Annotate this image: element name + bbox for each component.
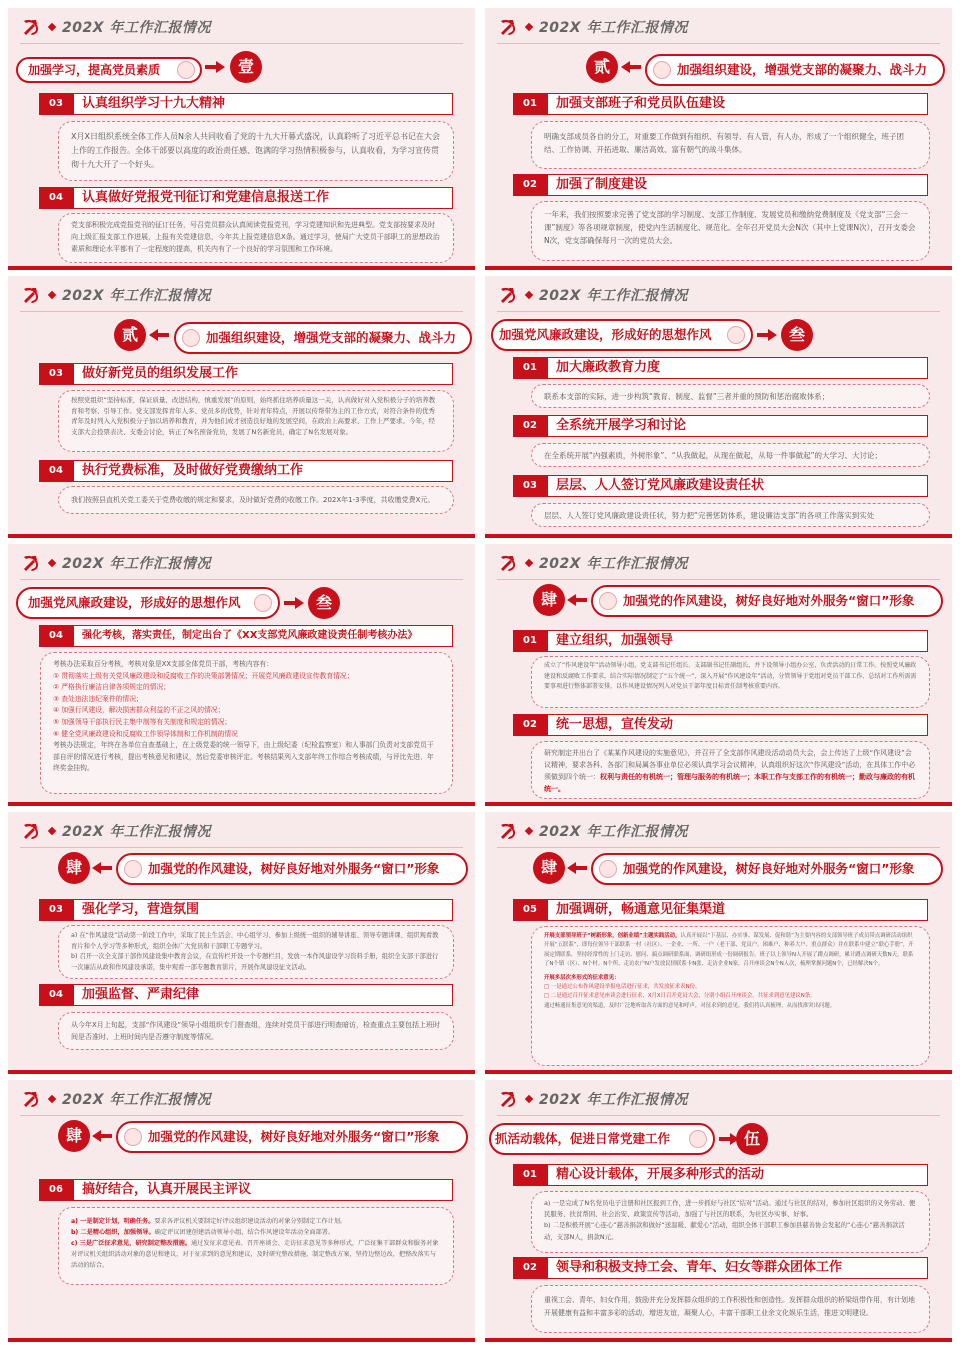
party-emblem-icon [599,860,617,878]
party-emblem-icon [21,553,41,573]
item-header [513,475,928,497]
slide-header [8,1080,475,1112]
diamond-icon [525,23,533,31]
list-item: □ 一是通过公布作风建设举报电话进行征求，共发放征求表N份。 [544,984,701,991]
item-number: 01 [513,630,547,652]
divider [20,311,463,312]
list-item: ⑤ 加强领导干部执行民主集中制等有关制度和规定的情况； [53,717,232,726]
arrow-right-icon [757,329,777,341]
item-title: 加强调研，畅通意见征集渠道 [547,899,928,921]
item-title: 做好新党员的组织发展工作 [73,363,453,385]
item-content: 按照党组织“坚持标准，保证质量，改进结构，慎重发展”的原则，始终抓住培养质量这一关，认真做好对入党积极分子的培养教育和考察、引导工作。党支部发挥青年人多、党员多的优势，针对青年特点，开展以传帮带为主的工作方式，对符合条件的优秀青年及时列入入党积极分子加以培养和教育，并为他们成才创造良好地的发展空间，在政治上高要求、工作上严要求。今年，经支部大会投票表决、支委会讨论，转正了N名预备党员，发展了N名新党员，确定了N名发展对象。 [58,390,454,452]
item-number: 05 [513,899,547,921]
item-content: 考核办法采取百分考核，考核对象是XX支部全体党员干部，考核内容有： ① 贯彻落实上级有关党风廉政建设和反腐败工作的决策部署情况；开展党风廉政建设宣传教育情况； ② 严格执行廉洁自律各项规定的情况； ③ 查处违法违纪案件的情况； ④ 加强行风建设，解决损害群众利益的不正之风的情况； ⑤ 加强领导干部执行民主集中制等有关制度和规定的情况； ⑥ 健全党风廉政建设和反腐败工作领导体制和工作机制的情况 考核办法规定，年终在各单位自查基础上，在上级党委的统一领导下，由上级纪委（纪检监察室）和人事部门负责对支部党员干部自评的情况进行考核，提出考核意见和建议，然后党委审核评定。考核结果列入支部年终工作综合考核成绩，与评比先进、年终奖金挂钩。 [40,652,453,794]
item-header [39,625,453,647]
item-content [531,1191,930,1253]
item-number: 03 [39,899,73,921]
header-title: 202X 年工作汇报情况 [539,1092,688,1108]
list-item: a) 一是制定计划，明确任务。要求各评议机关要制定好评议组织建设活动的对象分别制定工作计划。 [71,1218,347,1225]
section-title: 加强党风廉政建设，形成好的思想作风 [491,319,753,351]
item-header [513,714,928,736]
item-title: 加大廉政教育力度 [547,357,928,379]
arrow-left-icon [149,329,169,341]
item-title: 执行党费标准，及时做好党费缴纳工作 [73,460,453,482]
list-item: ② 严格执行廉洁自律各项规定的情况； [53,683,171,692]
slide-5 [8,544,475,806]
slide-header [8,544,475,576]
party-emblem-icon [498,553,518,573]
arrow-right-icon [205,61,225,73]
slide-header [485,812,952,844]
header-title: 202X 年工作汇报情况 [62,20,211,36]
item-content: 在全系统开展“内强素质，外树形象”、“从我做起，从现在做起，从每一件事做起”的大学习、大讨论； [531,443,930,467]
item-content: 从今年X月上旬起，支部“作风建设”领导小组组织专门督查组，连续对党员干部进行明查暗访，检查重点主要包括上班时间是否准时、上班时间内是否遵守制度等情况。 [58,1012,454,1050]
party-emblem-icon [727,326,745,344]
slide-7 [8,812,475,1074]
divider [497,1115,940,1116]
item-header [513,1257,928,1279]
list-item: ④ 加强行风建设，解决损害群众利益的不正之风的情况； [53,706,225,715]
header-title: 202X 年工作汇报情况 [62,824,211,840]
item-title: 统一思想，宣传发动 [547,714,928,736]
divider [20,1115,463,1116]
item-number: 06 [39,1179,73,1201]
list-item: a) 在“作风建设”活动第一阶段工作中，采取了民主生活会、中心组学习、参加上级统一组织的辅导讲座、领导专题讲课、组织观看教育片和个人学习等多种形式，组织全体广大党员和干部职工专题学习。 [71,932,439,950]
item-content: 我们按照县直机关党工委关于党费收缴的规定和要求，及时做好党费的收缴工作。202X年1-3季度，共收缴党费X元。 [58,486,454,514]
item-number: 03 [39,93,73,115]
item-title: 搞好结合，认真开展民主评议 [73,1179,453,1201]
party-emblem-icon [689,1130,707,1148]
section-numeral: 肆 [533,584,565,616]
party-emblem-icon [498,821,518,841]
slide-8 [485,812,952,1074]
diamond-icon [48,827,56,835]
diamond-icon [48,23,56,31]
section-numeral: 壹 [230,51,262,83]
item-header [39,1179,453,1201]
party-emblem-icon [124,1128,142,1146]
item-number: 01 [513,357,547,379]
item-header [513,415,928,437]
item-content: 联系本支部的实际，进一步构筑“教育、制度、监督”三者并重的预防和惩治腐败体系； [531,384,930,408]
item-number: 03 [513,475,547,497]
item-content: 研究制定并出台了《某某作风建设的实施意见》，并召开了全支部作风建设活动动员大会，会上传达了上级“作风建设”会议精神，要求各科、各部门和局属各事业单位必须认真学习会议精神，认真组织好这次“作风建设”活动，在具体工作中必须做到四个统一：权利与责任的有机统一；管理与服务的有机统一；本职工作与支部工作的有机统一；勤政与廉政的有机统一。 [531,741,930,799]
slide-header [8,812,475,844]
party-emblem-icon [498,285,518,305]
arrow-left-icon [92,1130,112,1142]
section-title: 加强党风廉政建设，形成好的思想作风 [16,587,280,619]
party-emblem-icon [498,17,518,37]
diamond-icon [525,291,533,299]
list-item: b) 召开一次全支部干部作风建设集中教育会议，在宣传栏开设一个专题栏目，发放一本作风建设学习资料手册，组织全支部干部进行一次廉洁从政和作风建设承诺，集中观看一部专题教育影片，开展作风建设征文活动。 [71,953,439,971]
slide-10 [485,1080,952,1342]
item-header [513,899,928,921]
divider [497,847,940,848]
item-title: 加强监督、严肃纪律 [73,984,453,1006]
item-header [39,187,453,209]
header-title: 202X 年工作汇报情况 [539,556,688,572]
section-numeral: 贰 [114,319,146,351]
divider [20,43,463,44]
party-emblem-icon [21,285,41,305]
item-title: 强化学习，营造氛围 [73,899,453,921]
item-header [39,93,453,115]
item-header [39,363,453,385]
section-title: 抓活动载体，促进日常党建工作 [489,1123,715,1155]
header-title: 202X 年工作汇报情况 [539,824,688,840]
diamond-icon [525,827,533,835]
section-numeral: 叁 [308,587,340,619]
list-item: □ 二是通过召开征求意见座谈会进行征求，X月X日召开党员大会，分别小组召开座谈会，共征求到意见建议N条。 [544,993,816,1000]
slide-header [485,276,952,308]
divider [497,43,940,44]
slide-4 [485,276,952,538]
section-numeral: 肆 [58,852,90,884]
divider [20,847,463,848]
slide-6 [485,544,952,806]
header-title: 202X 年工作汇报情况 [539,20,688,36]
item-number: 04 [39,187,73,209]
list-item: c) 三是广泛征求意见，研究制定整改措施。通过发征求意见表、召开座谈会、走访征求意见等多种形式，广泛征集干部群众和服务对象对评议机关组织活动对象的意见和建议，对于征求到的意见和建议，及时研究整改措施，制定整改方案，坚持边整边改，把整改落实与活动的结合。 [71,1240,439,1269]
party-emblem-icon [177,61,195,79]
item-number: 01 [513,1164,547,1186]
section-title: 加强党的作风建设，树好良好地对外服务“窗口”形象 [116,1121,468,1153]
item-title: 认真组织学习十九大精神 [73,93,453,115]
item-number: 01 [513,93,547,115]
item-content: 一年来，我们按照要求完善了党支部的学习制度、支部工作制度、发展党员和缴纳党费制度及《党支部“三会一课”制度》等各项规章制度，使党内生活制度化、规范化。全年召开党员大会N次（其中上党课N次），召开支委会N次，党支部确保每月一次的党员大会。 [531,201,930,261]
item-number: 02 [513,714,547,736]
slide-header [485,1080,952,1112]
section-numeral: 肆 [58,1120,90,1152]
slide-9 [8,1080,475,1342]
diamond-icon [525,1095,533,1103]
item-content: 层层、人人签订党风廉政建设责任状，努力把“完善惩防体系，建设廉洁支部”的各项工作落实到实处 [531,503,930,527]
item-header [39,899,453,921]
diamond-icon [48,291,56,299]
diamond-icon [48,559,56,567]
item-content: X月X日组织系统全体工作人员N余人共同收看了党的十九大开幕式盛况，认真聆听了习近平总书记在大会上作的工作报告。全体干部要以高度的政治责任感、饱满的学习热情积极参与，认真收看，为学习宣传贯彻十九大开了一个好头。 [58,121,454,181]
item-number: 03 [39,363,73,385]
item-header [39,984,453,1006]
header-title: 202X 年工作汇报情况 [62,556,211,572]
list-item: ③ 查处违法违纪案件的情况； [53,694,143,703]
section-numeral: 叁 [781,319,813,351]
party-emblem-icon [599,592,617,610]
section-title: 加强党的作风建设，树好良好地对外服务“窗口”形象 [116,853,468,885]
list-item: b) 二是积极开展“心连心”慈善捐款和做好“送温暖、献爱心”活动，组织全体干部职工参加县慈善协会发起的“心连心”慈善捐款活动，支部N人，捐款N元。 [544,1221,905,1241]
party-emblem-icon [21,821,41,841]
slide-header [485,544,952,576]
header-title: 202X 年工作汇报情况 [62,1092,211,1108]
item-title: 强化考核，落实责任，制定出台了《XX支部党风廉政建设责任制考核办法》 [73,625,453,647]
arrow-left-icon [621,61,641,73]
list-item: ⑥ 健全党风廉政建设和反腐败工作领导体制和工作机制的情况 [53,729,238,738]
party-emblem-icon [124,860,142,878]
section-title: 加强党的作风建设，树好良好地对外服务“窗口”形象 [591,853,943,885]
section-numeral: 伍 [736,1123,768,1155]
item-content [58,925,454,979]
slide-2 [485,8,952,270]
arrow-left-icon [567,594,587,606]
item-title: 建立组织，加强领导 [547,630,928,652]
slide-header [8,276,475,308]
slide-header [485,8,952,40]
section-numeral: 肆 [533,852,565,884]
item-content: 明确支部成员各自的分工，对重要工作做到有组织、有领导、有人管，有人办，形成了一个组织健全，班子团结、工作协调、开拓进取、廉洁高效、富有朝气的战斗集体。 [531,121,930,169]
arrow-right-icon [284,597,304,609]
item-content: 党支部积极完成党报党刊的征订任务，号召党员群众认真阅读党报党刊，学习党建知识和先进典型。党支部按要求及时向上级汇报支部工作进展，上报有关党建信息，今年共上报党建信息X条。通过学习，使局广大党员干部职工的思想政治素质和理论水平都有了一定程度的提高，机关内有了一个良好的学习氛围和工作环境。 [58,213,454,263]
item-number: 04 [39,625,73,647]
party-emblem-icon [254,594,272,612]
party-emblem-icon [653,61,671,79]
list-item: a) 一是完成了N名党员电子注册和社区报到工作，进一步抓好与社区“结对”活动。通过与社区的结对，参加社区组织的义务劳动、便民服务、扶贫帮困、社会治安、政策宣传等活动，加强了与社区的联系，为社区办实事、好事。 [544,1199,916,1219]
item-title: 加强了制度建设 [547,174,928,196]
item-title: 加强支部班子和党员队伍建设 [547,93,928,115]
item-header [513,630,928,652]
item-number: 02 [513,174,547,196]
item-title: 层层、人人签订党风廉政建设责任状 [547,475,928,497]
item-header [513,93,928,115]
slide-3 [8,276,475,538]
item-content [58,1207,454,1285]
party-emblem-icon [498,1089,518,1109]
divider [497,579,940,580]
item-title: 认真做好党报党刊征订和党建信息报送工作 [73,187,453,209]
item-header [513,174,928,196]
section-title: 加强组织建设，增强党支部的凝聚力、战斗力 [174,322,472,354]
header-title: 202X 年工作汇报情况 [62,288,211,304]
item-title: 领导和积极支持工会、青年、妇女等群众团体工作 [547,1257,928,1279]
section-title: 加强学习，提高党员素质 [16,57,202,83]
divider [497,311,940,312]
party-emblem-icon [21,1089,41,1109]
list-item: ① 贯彻落实上级有关党风廉政建设和反腐败工作的决策部署情况；开展党风廉政建设宣传教育情况； [53,671,354,680]
item-number: 02 [513,415,547,437]
arrow-left-icon [567,862,587,874]
arrow-left-icon [92,862,112,874]
list-item: b) 二是精心组织，加强领导。确定评议团建创建活动领导小组，结合作风建设年活动全面部署。 [71,1229,335,1236]
diamond-icon [48,1095,56,1103]
item-header [513,1164,928,1186]
item-content: 成立了“作风建设年”活动领导小组，党支部书记任组长、支部副书记任副组长，并下设领导小组办公室，负责活动的日常工作。按照党风廉政建设和反腐败工作要求，结合实际情况制定了“五个统一”、深入开展“作风建设年”活动，分管领导于党组对党员干部工作、总结对工作所需需要事项进行整体部署安排，以作风建设情况列入对党员干部年度目标责任制考核重要内容。 [531,656,930,708]
section-title: 加强组织建设，增强党支部的凝聚力、战斗力 [645,54,945,86]
item-content: 开展支部领导班子“树新形象，创新业绩”主题实践活动，认真开展以“下基层、办实事、谋发展、促和谐”为主要内容的支部领导班子成员带点调研活动组织开展“五联系”，即每位领导干部联系一村（社区）、一企业、一所、一户（老干部、党员户、困难户、种养大户、重点群众）并在联系中建立“联心手册”，开展定期联系，坚持经常性的上门走访、慰问、搞点调研联系面、调研组形成一份调研报告。班子以上领导N人开展了蹲点调研，累计蹲点调研天数N天，联系了N个镇（区）、N个村、N个所、走访农户N户发放民情联系卡N张、走访企业N家，召开座谈会N个N人次，梳理掌握问题N个，已经解决N个。 开展多层次多形式的征求意见： □ 一是通过公布作风建设举报电话进行征求，共发放征求表N份。 □ 二是通过召开征求意见座谈会进行征求，X月X日召开党员大会，分别小组召开座谈会，共征求到意见建议N条。 通过畅通征集意见的渠道，及时广泛地听取各方面的意见和呼声，对征求到的意见，我们将认真梳理，从而找准突出问题。 [531,926,930,1066]
item-header [39,460,453,482]
item-header [513,357,928,379]
header-title: 202X 年工作汇报情况 [539,288,688,304]
section-title: 加强党的作风建设，树好良好地对外服务“窗口”形象 [591,585,943,617]
section-numeral: 贰 [586,51,618,83]
item-number: 04 [39,984,73,1006]
slide-1 [8,8,475,270]
item-number: 04 [39,460,73,482]
party-emblem-icon [182,329,200,347]
diamond-icon [525,559,533,567]
slide-header [8,8,475,40]
item-title: 精心设计载体，开展多种形式的活动 [547,1164,928,1186]
divider [20,579,463,580]
item-title: 全系统开展学习和讨论 [547,415,928,437]
party-emblem-icon [21,17,41,37]
item-content: 重视工会、青年、妇女作用，鼓励并充分发挥群众组织的工作积极性和创造性。发挥群众组织的桥梁纽带作用，有计划地开展健康有益和丰富多彩的活动，增进友谊，凝聚人心，丰富干部职工业余文化娱乐生活，推进文明建设。 [531,1285,930,1333]
item-number: 02 [513,1257,547,1279]
